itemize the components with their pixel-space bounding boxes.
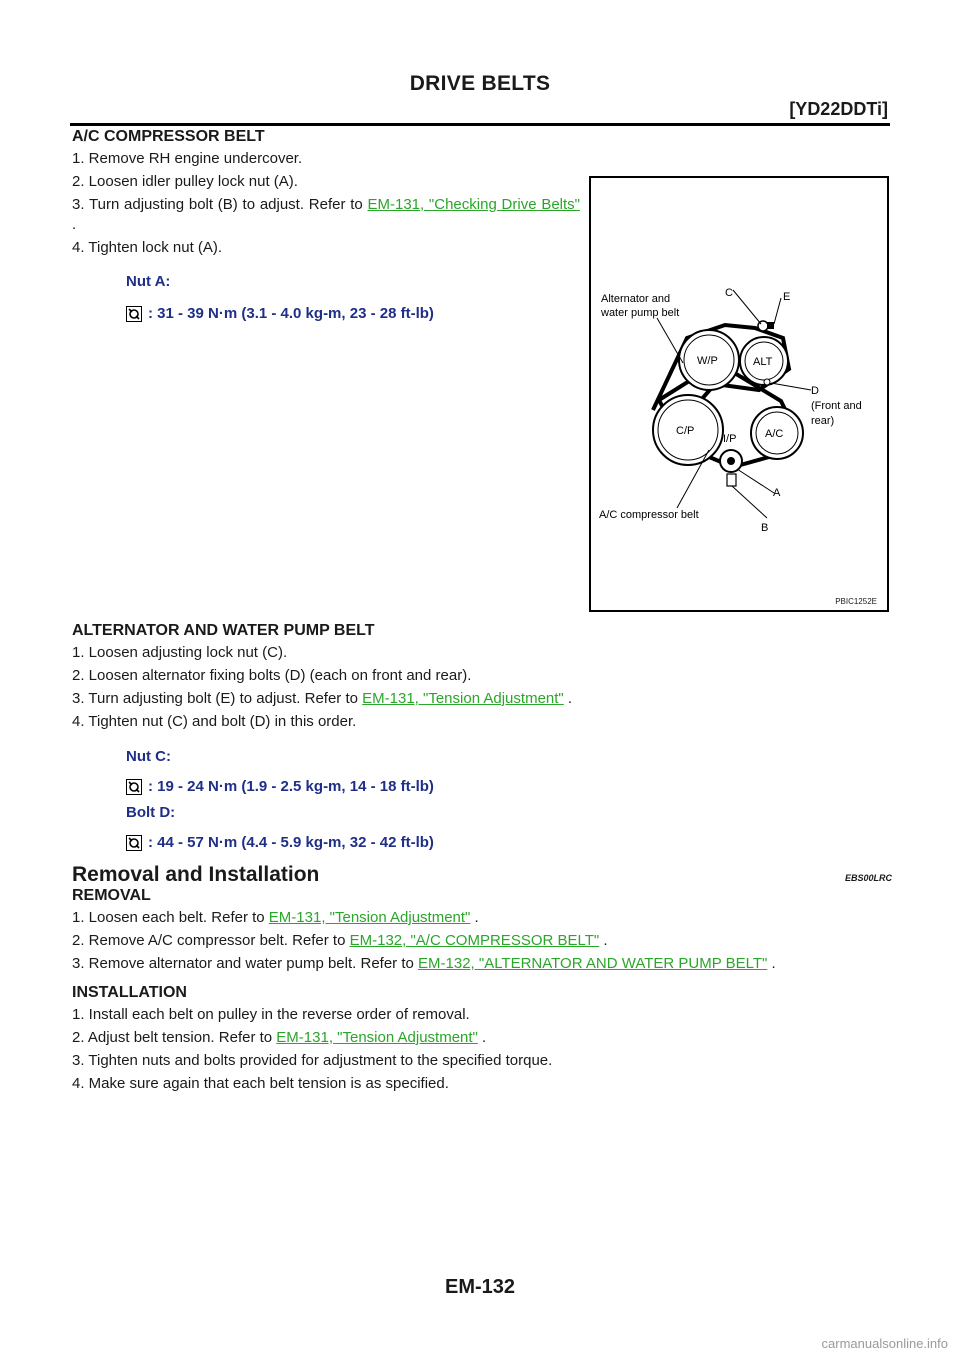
idler-pulley — [720, 450, 742, 486]
label-alt-belt-1: Alternator and — [601, 293, 671, 305]
alt-belt-heading: ALTERNATOR AND WATER PUMP BELT — [72, 622, 375, 639]
removal-step-1-link[interactable]: EM-131, "Tension Adjustment" — [268, 909, 471, 926]
torque-wrench-icon — [126, 835, 142, 851]
removal-installation-heading — [72, 863, 892, 887]
nut-c-label: Nut C: — [126, 748, 171, 765]
belt-diagram — [591, 178, 887, 610]
removal-step-2 — [72, 931, 892, 951]
installation-step-4: 4. Make sure again that each belt tension is as specified. — [72, 1075, 449, 1092]
watermark: carmanualsonline.info — [821, 1336, 948, 1351]
removal-step-1-text: 1. Loosen each belt. Refer to — [72, 909, 269, 926]
removal-step-2-link[interactable]: EM-132, "A/C COMPRESSOR BELT" — [349, 932, 600, 949]
alt-step-4: 4. Tighten nut (C) and bolt (D) in this order. — [72, 713, 357, 730]
removal-step-3-end: . — [767, 955, 776, 972]
removal-step-3-link[interactable]: EM-132, "ALTERNATOR AND WATER PUMP BELT" — [418, 955, 768, 972]
removal-step-3 — [72, 954, 892, 974]
removal-step-2-end: . — [599, 932, 608, 949]
bolt-d-spec — [126, 833, 892, 853]
alt-step-1: 1. Loosen adjusting lock nut (C). — [72, 644, 288, 661]
installation-step-2 — [72, 1028, 892, 1048]
label-d-front: (Front and — [811, 400, 862, 412]
figure-code: PBIC1252E — [835, 597, 877, 606]
nut-a-label: Nut A: — [126, 273, 171, 290]
removal-step-2-text: 2. Remove A/C compressor belt. Refer to — [72, 932, 350, 949]
label-ac: A/C — [765, 428, 784, 440]
label-d: D — [811, 385, 819, 397]
removal-step-1-end: . — [470, 909, 479, 926]
ac-step-2: 2. Loosen idler pulley lock nut (A). — [72, 173, 298, 190]
removal-steps — [72, 908, 892, 974]
removal-step-3-text: 3. Remove alternator and water pump belt. Refer to — [72, 955, 419, 972]
label-e: E — [783, 291, 791, 303]
bolt-d-value: : 44 - 57 N·m (4.4 - 5.9 kg-m, 32 - 42 ft-lb) — [148, 834, 434, 851]
alt-step-2: 2. Loosen alternator fixing bolts (D) (each on front and rear). — [72, 667, 472, 684]
alt-step-3 — [72, 689, 892, 709]
ac-step-3 — [72, 195, 580, 235]
ac-step-1: 1. Remove RH engine undercover. — [72, 150, 303, 167]
ac-compressor-pulley — [751, 407, 803, 459]
ac-step-4: 4. Tighten lock nut (A). — [72, 239, 223, 256]
label-a: A — [773, 487, 781, 499]
page-title: DRIVE BELTS — [409, 72, 551, 95]
label-d-rear: rear) — [811, 415, 835, 427]
nut-c-spec — [126, 777, 892, 797]
alt-step-3-link[interactable]: EM-131, "Tension Adjustment" — [362, 690, 564, 707]
removal-step-1 — [72, 908, 892, 928]
header-rule — [70, 123, 890, 126]
removal-heading: REMOVAL — [72, 887, 151, 904]
torque-wrench-icon — [126, 306, 142, 322]
section-ref-code: EBS00LRC — [844, 873, 892, 883]
label-wp: W/P — [697, 355, 718, 367]
water-pump-pulley — [679, 330, 739, 390]
section-title: Removal and Installation — [72, 863, 320, 886]
label-b: B — [761, 522, 769, 534]
alt-step-3-end: . — [563, 690, 573, 707]
label-ac-belt: A/C compressor belt — [599, 509, 699, 521]
ac-step-3-text: 3. Turn adjusting bolt (B) to adjust. Refer to — [72, 196, 368, 213]
crank-pulley — [653, 395, 723, 465]
label-ip: I/P — [723, 433, 737, 445]
installation-steps — [72, 1005, 892, 1094]
alternator-pulley — [740, 337, 788, 385]
label-alt: ALT — [753, 356, 773, 368]
installation-heading: INSTALLATION — [72, 984, 187, 1001]
ac-step-3-link[interactable]: EM-131, "Checking Drive Belts" — [367, 196, 580, 213]
label-c: C — [725, 287, 733, 299]
installation-step-3: 3. Tighten nuts and bolts provided for adjustment to the specified torque. — [72, 1052, 553, 1069]
torque-wrench-icon — [126, 779, 142, 795]
ac-belt-heading: A/C COMPRESSOR BELT — [72, 128, 265, 145]
label-alt-belt-2: water pump belt — [601, 307, 680, 319]
engine-code: [YD22DDTi] — [789, 99, 888, 119]
installation-step-2-text: 2. Adjust belt tension. Refer to — [72, 1029, 277, 1046]
page-number: EM-132 — [444, 1276, 516, 1298]
alt-step-3-text: 3. Turn adjusting bolt (E) to adjust. Refer to — [72, 690, 363, 707]
installation-step-2-end: . — [477, 1029, 487, 1046]
nut-c-value: : 19 - 24 N·m (1.9 - 2.5 kg-m, 14 - 18 ft-lb) — [148, 778, 434, 795]
alt-belt-steps — [72, 643, 892, 732]
ac-step-3-end: . — [72, 216, 77, 233]
installation-step-1: 1. Install each belt on pulley in the reverse order of removal. — [72, 1006, 470, 1023]
nut-a-value: : 31 - 39 N·m (3.1 - 4.0 kg-m, 23 - 28 ft-lb) — [148, 305, 434, 322]
belt-diagram-figure — [589, 176, 889, 612]
installation-step-2-link[interactable]: EM-131, "Tension Adjustment" — [276, 1029, 478, 1046]
bolt-d-label: Bolt D: — [126, 804, 176, 821]
label-cp: C/P — [676, 425, 695, 437]
